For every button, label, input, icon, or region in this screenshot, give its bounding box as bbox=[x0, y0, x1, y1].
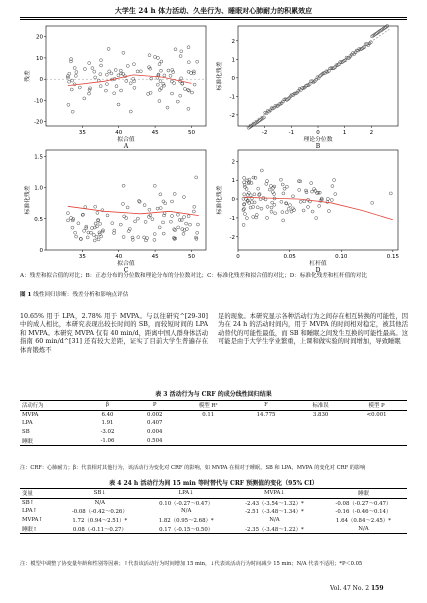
table-cell: 1.72（0.94～2.51）* bbox=[72, 518, 128, 525]
y-tick-label: 10 bbox=[36, 55, 43, 62]
table-cell bbox=[179, 436, 237, 445]
x-tick-label: 50 bbox=[187, 254, 195, 260]
y-tick-label: 0 bbox=[231, 75, 235, 82]
page-number: 159 bbox=[370, 585, 384, 592]
table-cell: -1.06 bbox=[100, 437, 115, 444]
table3-header-cell: 活动行为 bbox=[22, 403, 44, 410]
table3-header-cell: 标准误 bbox=[312, 403, 329, 410]
table-row bbox=[20, 516, 407, 525]
diagnostic-plots bbox=[20, 22, 407, 274]
x-tick-label: 0 bbox=[236, 254, 240, 260]
panel-label: C bbox=[123, 267, 129, 274]
header-rule-thin bbox=[20, 19, 407, 20]
plot-frame bbox=[46, 26, 206, 126]
x-axis-label: 杠杆值 bbox=[309, 261, 327, 267]
table3-header-cell: F bbox=[264, 402, 268, 409]
x-tick-label: 40 bbox=[115, 130, 123, 136]
table4-title: 表 4 24 h 活动行为间 15 min 等时替代与 CRF 预测值的变化（95% CI） bbox=[109, 480, 318, 487]
y-tick-label: -1 bbox=[229, 215, 235, 222]
y-tick-label: -2 bbox=[229, 234, 235, 241]
table4-note: 注：模型中调整了协变量年龄和性别等因素；↑代表该活动行为时间增加 15 min，↓代表该活动行为时间减少 15 min；N/A 代表不适用；*P＜0.05 bbox=[20, 561, 363, 567]
table-cell: -3.02 bbox=[100, 429, 115, 436]
table-cell: 6.40 bbox=[101, 411, 114, 418]
table-cell: N/A bbox=[269, 517, 280, 524]
table-cell: 0.002 bbox=[147, 411, 163, 418]
y-tick-label: 0 bbox=[39, 248, 43, 254]
table-cell: N/A bbox=[358, 525, 369, 532]
table4-header-cell: LPA↓ bbox=[178, 490, 194, 497]
table-cell: -0.08（-0.42～0.26） bbox=[71, 509, 128, 516]
table-cell: -2.51（-3.48～1.34）* bbox=[245, 509, 304, 516]
table-cell: 0.10（-0.27～0.47） bbox=[159, 500, 214, 507]
table-cell: LPA bbox=[22, 420, 33, 427]
x-tick-label: 0 bbox=[316, 130, 320, 136]
table4-header-cell: 睡眠 bbox=[358, 491, 369, 498]
x-tick-label: -2 bbox=[261, 130, 268, 136]
x-tick-label: -1 bbox=[288, 130, 295, 136]
y-tick-label: 0 bbox=[231, 197, 235, 204]
table-cell: 0.08（-0.11～0.27） bbox=[72, 526, 127, 533]
figure-title-text: 线性回归诊断：残差分析和影响点评估 bbox=[33, 292, 129, 298]
table3-header-cell: 模型 P bbox=[368, 403, 385, 410]
table-cell: MVPA↑ bbox=[22, 517, 43, 524]
table3-header-cell: P bbox=[152, 402, 157, 409]
table-cell: SB↑ bbox=[22, 499, 35, 506]
panel-label: B bbox=[315, 143, 321, 150]
table-cell: SB bbox=[22, 429, 30, 436]
y-axis-label: 标准化残差 bbox=[25, 185, 31, 215]
table-cell bbox=[346, 419, 407, 428]
x-tick-label: 0.15 bbox=[386, 254, 399, 260]
table3 bbox=[20, 400, 407, 446]
body-left-column: 10.65% 用于 LPA，2.78% 用于 MVPA。与以往研究^[29-30] 中的成人相比，本研究表现出较长时间的 SB，而较短时间的 LPA 和 MVPA。本研究 MVPA 仅有 40 min/d，距离中国人群身体活动指南 60 min/d^[31] 还有较大差距，证实了目前大学生普遍存在体育锻炼不 bbox=[20, 313, 208, 354]
y-tick-label: 1 bbox=[231, 178, 235, 185]
table-cell bbox=[237, 419, 295, 428]
x-tick-label: 50 bbox=[187, 130, 195, 136]
table-cell bbox=[237, 428, 295, 437]
y-axis-label: 标准化残差 bbox=[217, 61, 223, 91]
x-tick-label: 2 bbox=[369, 130, 374, 136]
y-tick-label: 1.5 bbox=[34, 154, 43, 161]
table4 bbox=[20, 488, 407, 534]
x-axis-label: 拟合值 bbox=[117, 261, 135, 267]
table-cell: -2.43（-3.54～1.32）* bbox=[245, 500, 304, 507]
panel-label: A bbox=[123, 143, 129, 150]
y-tick-label: 0 bbox=[39, 77, 43, 84]
table-cell bbox=[295, 436, 346, 445]
y-tick-label: 20 bbox=[36, 34, 43, 41]
table-cell bbox=[295, 428, 346, 437]
x-tick-label: 45 bbox=[151, 254, 159, 260]
y-tick-label: 1.0 bbox=[34, 185, 43, 192]
table4-header-cell: SB↓ bbox=[93, 490, 106, 497]
table3-note: 注：CRF：心肺耐力；β：代表相对其他行为，该活动行为变化对 CRF 的影响，如 MVPA 在相对于睡眠、SB 和 LPA，MVPA 的变化对 CRF 的影响 bbox=[20, 465, 366, 471]
table-row bbox=[20, 428, 407, 437]
figure-1 bbox=[20, 22, 407, 274]
header-rule bbox=[20, 17, 407, 18]
table-row bbox=[20, 524, 407, 533]
y-tick-label: 0.5 bbox=[34, 216, 43, 223]
x-tick-label: 40 bbox=[115, 254, 123, 260]
table-cell: 0.504 bbox=[147, 437, 163, 444]
table-cell: 0.004 bbox=[147, 429, 163, 436]
x-tick-label: 35 bbox=[78, 130, 86, 136]
table-row bbox=[20, 419, 407, 428]
y-tick-label: 2 bbox=[231, 38, 235, 45]
table-cell bbox=[179, 419, 237, 428]
table-row bbox=[20, 436, 407, 445]
table3-header-row bbox=[20, 401, 407, 411]
table-cell bbox=[179, 428, 237, 437]
table3-header-cell: 模型 R² bbox=[198, 403, 218, 410]
x-axis-label: 理论分位数 bbox=[303, 137, 333, 143]
table-cell: 0.11 bbox=[202, 411, 215, 418]
page-footer bbox=[330, 585, 384, 592]
table-row bbox=[20, 498, 407, 507]
table-cell: -2.35（-3.48～1.22）* bbox=[245, 526, 304, 533]
plot-frame bbox=[46, 150, 206, 250]
y-tick-label: -20 bbox=[34, 119, 43, 126]
table-cell: MVPA bbox=[22, 411, 39, 418]
x-axis-label: 拟合值 bbox=[117, 137, 135, 143]
running-header: 大学生 24 h 体力活动、久坐行为、睡眠对心肺耐力的积累效应 bbox=[114, 6, 313, 15]
y-tick-label: 2 bbox=[231, 159, 235, 166]
figure-title bbox=[20, 292, 410, 299]
table-cell bbox=[346, 428, 407, 437]
y-axis-label: 残差 bbox=[25, 70, 31, 82]
table-cell bbox=[237, 436, 295, 445]
table-cell: N/A bbox=[94, 499, 106, 506]
table-cell: 0.407 bbox=[147, 420, 163, 427]
y-tick-label: -10 bbox=[34, 98, 43, 105]
table-cell: 0.17（-0.15～0.50） bbox=[159, 526, 214, 533]
journal-volume: Vol. 47 No. 2 bbox=[330, 585, 370, 592]
panel-label: D bbox=[315, 267, 321, 274]
table-cell: LPA↑ bbox=[22, 508, 38, 515]
x-tick-label: 45 bbox=[151, 130, 159, 136]
x-tick-label: 1 bbox=[342, 130, 347, 136]
figure-caption-text: A：残差和拟合值的对比；B：正态分布的分位数和理论分布的分位数对比；C：标准化残差和拟合值的对比；D：标准化残差和杠杆值的对比 bbox=[20, 273, 367, 279]
table-cell: 1.91 bbox=[101, 420, 114, 427]
table-cell: 1.82（0.95～2.68）* bbox=[158, 518, 214, 525]
table-cell: 3.830 bbox=[312, 411, 329, 418]
table4-header-cell: MVPA↓ bbox=[263, 490, 285, 497]
table-cell: -0.08（-0.27～0.47） bbox=[335, 500, 392, 507]
table-row bbox=[20, 507, 407, 516]
table-cell: 1.64（0.84～2.45）* bbox=[336, 518, 391, 525]
table-cell: <0.001 bbox=[366, 411, 387, 418]
table-cell: 睡眠↑ bbox=[22, 526, 38, 533]
table-cell bbox=[346, 436, 407, 445]
table4-header-row bbox=[20, 489, 407, 499]
table-cell bbox=[295, 419, 346, 428]
y-tick-label: -1 bbox=[229, 94, 235, 101]
table-cell: N/A bbox=[180, 508, 192, 515]
x-tick-label: 35 bbox=[78, 254, 86, 260]
figure-caption bbox=[20, 273, 410, 280]
body-right-column: 足的现象。本研究显示各种活动行为之间存在相互转换的可能性，因为在 24 h 的活动时间内，用于 MVPA 的时间相对稳定，被其他活动替代的可能性最低，而 SB 和睡眠之间发生互换的可能性最高。这可能是由于大学生学业繁重，上课和做实验的时间增加，导致睡眠 bbox=[218, 313, 408, 346]
x-tick-label: 0.10 bbox=[335, 254, 348, 260]
table-cell: 14.775 bbox=[256, 411, 276, 418]
table3-header-cell: β bbox=[105, 402, 110, 409]
table-cell: -0.16（-0.46～0.14） bbox=[335, 509, 392, 516]
table4-header-cell: 变量 bbox=[22, 491, 33, 498]
y-tick-label: 1 bbox=[231, 57, 235, 64]
x-tick-label: 0.05 bbox=[283, 254, 296, 260]
table3-title: 表 3 活动行为与 CRF 的成分线性回归结果 bbox=[155, 391, 272, 398]
y-axis-label: 标准化残差 bbox=[217, 185, 223, 215]
table-row bbox=[20, 410, 407, 419]
figure-number: 图 1 bbox=[20, 292, 32, 298]
table-cell: 睡眠 bbox=[22, 438, 33, 445]
y-tick-label: -2 bbox=[229, 112, 235, 119]
